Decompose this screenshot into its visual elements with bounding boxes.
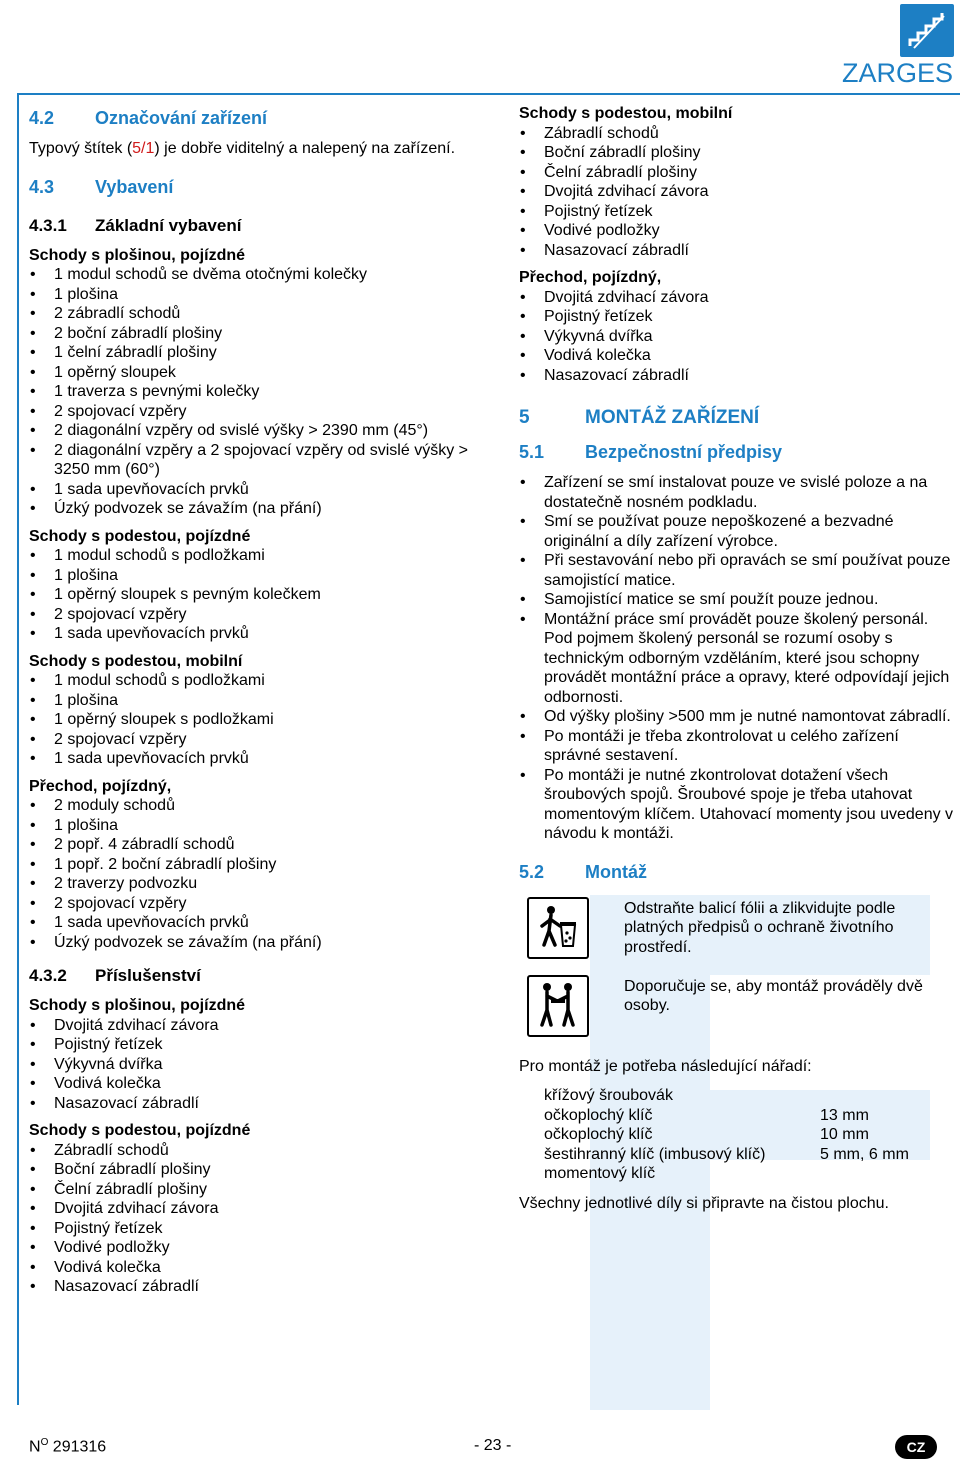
notice-text: Odstraňte balicí fólii a zlikvidujte podle platných předpisů o ochraně životního prostředí. bbox=[624, 899, 896, 956]
section-heading: 4.3 Vybavení bbox=[29, 176, 174, 197]
subsection-heading: 4.3.2 Příslušenství bbox=[29, 966, 201, 985]
list-item: • 1 plošina bbox=[29, 566, 474, 586]
tool-name: očkoplochý klíč bbox=[544, 1126, 653, 1143]
list-item: • Dvojitá zdvihací závora bbox=[519, 288, 959, 308]
list-item: • 2 diagonální vzpěry a 2 spojovací vzpěry od svislé výšky > 3250 mm (60°) bbox=[29, 441, 474, 480]
list-item: • Nasazovací zábradlí bbox=[29, 1094, 474, 1114]
section-heading: 5.1 Bezpečnostní předpisy bbox=[519, 442, 783, 462]
list-item: • 1 modul schodů se dvěma otočnými kolečky bbox=[29, 265, 474, 285]
list-item: • Po montáži je třeba zkontrolovat u celého zařízení správné sestavení. bbox=[519, 727, 959, 766]
list-item: • 1 plošina bbox=[29, 285, 474, 305]
list-item: • Dvojitá zdvihací závora bbox=[519, 182, 959, 202]
list-item: • Vodivá kolečka bbox=[29, 1258, 474, 1278]
list-item: • 1 opěrný sloupek s pevným kolečkem bbox=[29, 585, 474, 605]
document-number: $N^O$ 291316 bbox=[29, 1437, 107, 1456]
waste-disposal-icon bbox=[527, 897, 589, 959]
list-item: • 2 spojovací vzpěry bbox=[29, 402, 474, 422]
tools-list bbox=[519, 1086, 959, 1184]
group-title: Schody s plošinou, pojízdné bbox=[29, 246, 246, 264]
list-item-note: Pod pojmem školený personál se rozumí osoby s technickým odborným vzděláním, které jsou schopny provádět montážní práce a opravy, které odpovídají jejich odbornosti. bbox=[544, 630, 950, 706]
tool-row bbox=[519, 1086, 959, 1106]
list-item: • Čelní zábradlí plošiny bbox=[29, 1180, 474, 1200]
list-item: • Vodivá kolečka bbox=[29, 1074, 474, 1094]
notice-text: Doporučuje se, aby montáž prováděly dvě osoby. bbox=[624, 977, 923, 1014]
closing-note: Všechny jednotlivé díly si připravte na čistou plochu. bbox=[519, 1194, 889, 1212]
list-item: • Úzký podvozek se závažím (na přání) bbox=[29, 499, 474, 519]
list-item: • 2 zábradlí schodů bbox=[29, 304, 474, 324]
bullet-list bbox=[29, 1141, 474, 1297]
list-item: • 1 sada upevňovacích prvků bbox=[29, 624, 474, 644]
figure-reference: 5/1 bbox=[132, 140, 155, 157]
nameplate-paragraph: Typový štítek (5/1) je dobře viditelný a nalepený na zařízení. bbox=[29, 140, 456, 157]
list-item: • 2 traverzy podvozku bbox=[29, 874, 474, 894]
accessories-list-continued bbox=[519, 104, 959, 385]
chapter-heading: 5 MONTÁŽ ZAŘÍZENÍ bbox=[519, 407, 760, 428]
tool-row bbox=[519, 1106, 959, 1126]
header-rule bbox=[18, 93, 960, 95]
list-item: • 1 traverza s pevnými kolečky bbox=[29, 382, 474, 402]
list-item: • Vodivé podložky bbox=[29, 1238, 474, 1258]
bullet-list bbox=[29, 1016, 474, 1114]
tool-size: 10 mm bbox=[820, 1126, 869, 1143]
list-item: • Nasazovací zábradlí bbox=[29, 1277, 474, 1297]
list-item: • Boční zábradlí plošiny bbox=[29, 1160, 474, 1180]
basic-equipment-list bbox=[29, 246, 474, 953]
list-item: • 2 boční zábradlí plošiny bbox=[29, 324, 474, 344]
list-item: • Úzký podvozek se závažím (na přání) bbox=[29, 933, 474, 953]
list-item: • Při sestavování nebo při opravách se smí používat pouze samojistící matice. bbox=[519, 551, 959, 590]
tool-size: 5 mm, 6 mm bbox=[820, 1145, 909, 1163]
tools-intro: Pro montáž je potřeba následující nářadí: bbox=[519, 1057, 812, 1075]
list-item: • Samojistící matice se smí použít pouze jednou. bbox=[519, 590, 959, 610]
tool-name: šestihranný klíč (imbusový klíč) bbox=[544, 1145, 766, 1163]
tool-name: křížový šroubovák bbox=[544, 1087, 673, 1104]
list-item: • 1 modul schodů s podložkami bbox=[29, 546, 474, 566]
list-item: • 1 sada upevňovacích prvků bbox=[29, 749, 474, 769]
stairs-icon bbox=[900, 4, 954, 57]
bullet-list bbox=[29, 671, 474, 769]
list-item: • Pojistný řetízek bbox=[519, 202, 959, 222]
language-badge: CZ bbox=[895, 1435, 937, 1459]
margin-rule bbox=[17, 93, 19, 1405]
section-heading: 5.2 Montáž bbox=[519, 861, 647, 882]
list-item: • 1 plošina bbox=[29, 816, 474, 836]
notice-packaging bbox=[519, 897, 959, 975]
list-item: • Výkyvná dvířka bbox=[519, 327, 959, 347]
list-item: • 1 opěrný sloupek bbox=[29, 363, 474, 383]
group-title: Schody s podestou, pojízdné bbox=[29, 527, 251, 545]
list-item: • 2 moduly schodů bbox=[29, 796, 474, 816]
list-item: • Boční zábradlí plošiny bbox=[519, 143, 959, 163]
list-item: • Smí se používat pouze nepoškozené a bezvadné originální a díly zařízení výrobce. bbox=[519, 512, 959, 551]
zarges-logo-mark bbox=[900, 4, 954, 57]
list-item: • 1 modul schodů s podložkami bbox=[29, 671, 474, 691]
list-item: • 1 popř. 2 boční zábradlí plošiny bbox=[29, 855, 474, 875]
notice-two-persons bbox=[519, 975, 959, 1057]
list-item: • Po montáži je nutné zkontrolovat dotažení všech šroubových spojů. Šroubové spoje je třeba utahovat momentovým klíčem. Utahovací momenty jsou uvedeny v návodu k montáži. bbox=[519, 766, 959, 844]
section-heading: 4.2 Označování zařízení bbox=[29, 108, 268, 128]
list-item: • Od výšky plošiny >500 mm je nutné namontovat zábradlí. bbox=[519, 707, 959, 727]
bullet-list bbox=[29, 546, 474, 644]
tool-row bbox=[519, 1145, 959, 1165]
list-item: • Čelní zábradlí plošiny bbox=[519, 163, 959, 183]
list-item: • 2 spojovací vzpěry bbox=[29, 605, 474, 625]
tool-size: 13 mm bbox=[820, 1106, 869, 1124]
group-title: Schody s podestou, pojízdné bbox=[29, 1122, 251, 1139]
list-item: • Výkyvná dvířka bbox=[29, 1055, 474, 1075]
group-title: Schody s plošinou, pojízdné bbox=[29, 997, 246, 1014]
tool-name: očkoplochý klíč bbox=[544, 1106, 653, 1124]
subsection-heading: 4.3.1 Základní vybavení bbox=[29, 215, 242, 235]
list-item: • Nasazovací zábradlí bbox=[519, 366, 959, 386]
bullet-list bbox=[519, 288, 959, 386]
list-item: • Pojistný řetízek bbox=[519, 307, 959, 327]
tool-row bbox=[519, 1164, 959, 1184]
list-item: • 2 diagonální vzpěry od svislé výšky > 2390 mm (45°) bbox=[29, 421, 474, 441]
group-title: Přechod, pojízdný, bbox=[29, 777, 172, 795]
list-item: • Nasazovací zábradlí bbox=[519, 241, 959, 261]
accessories-list bbox=[29, 996, 474, 1297]
list-item: • Pojistný řetízek bbox=[29, 1035, 474, 1055]
two-persons-icon bbox=[527, 975, 589, 1037]
list-item: • Dvojitá zdvihací závora bbox=[29, 1199, 474, 1219]
list-item: • 1 sada upevňovacích prvků bbox=[29, 913, 474, 933]
list-item: • Zábradlí schodů bbox=[29, 1141, 474, 1161]
safety-list bbox=[519, 473, 959, 844]
left-column bbox=[29, 104, 474, 1297]
list-item: • 1 sada upevňovacích prvků bbox=[29, 480, 474, 500]
list-item: • 2 popř. 4 zábradlí schodů bbox=[29, 835, 474, 855]
bullet-list bbox=[29, 796, 474, 952]
right-column bbox=[519, 104, 959, 1213]
list-item: • 1 čelní zábradlí plošiny bbox=[29, 343, 474, 363]
group-title: Schody s podestou, mobilní bbox=[519, 105, 733, 122]
group-title: Přechod, pojízdný, bbox=[519, 269, 662, 286]
list-item: • Pojistný řetízek bbox=[29, 1219, 474, 1239]
list-item: • Zábradlí schodů bbox=[519, 124, 959, 144]
list-item: • 1 opěrný sloupek s podložkami bbox=[29, 710, 474, 730]
list-item: • 1 plošina bbox=[29, 691, 474, 711]
page-number: - 23 - bbox=[474, 1437, 512, 1454]
list-item: • Vodivá kolečka bbox=[519, 346, 959, 366]
bullet-list bbox=[519, 124, 959, 261]
list-item: • Montážní práce smí provádět pouze školený personál. Pod pojmem školený personál se rozumí osoby s technickým odborným vzděláním, které jsou schopny provádět montážní práce a opravy, které odpovídají jejich odbornosti. bbox=[519, 610, 959, 708]
zarges-logo-text: ZARGES bbox=[842, 58, 954, 88]
list-item: • 2 spojovací vzpěry bbox=[29, 730, 474, 750]
group-title: Schody s podestou, mobilní bbox=[29, 652, 243, 670]
list-item: • Vodivé podložky bbox=[519, 221, 959, 241]
tool-row bbox=[519, 1125, 959, 1145]
bullet-list bbox=[29, 265, 474, 519]
list-item: • Dvojitá zdvihací závora bbox=[29, 1016, 474, 1036]
list-item: • 2 spojovací vzpěry bbox=[29, 894, 474, 914]
tool-name: momentový klíč bbox=[544, 1165, 656, 1182]
list-item: • Zařízení se smí instalovat pouze ve svislé poloze a na dostatečně nosném podkladu. bbox=[519, 473, 959, 512]
